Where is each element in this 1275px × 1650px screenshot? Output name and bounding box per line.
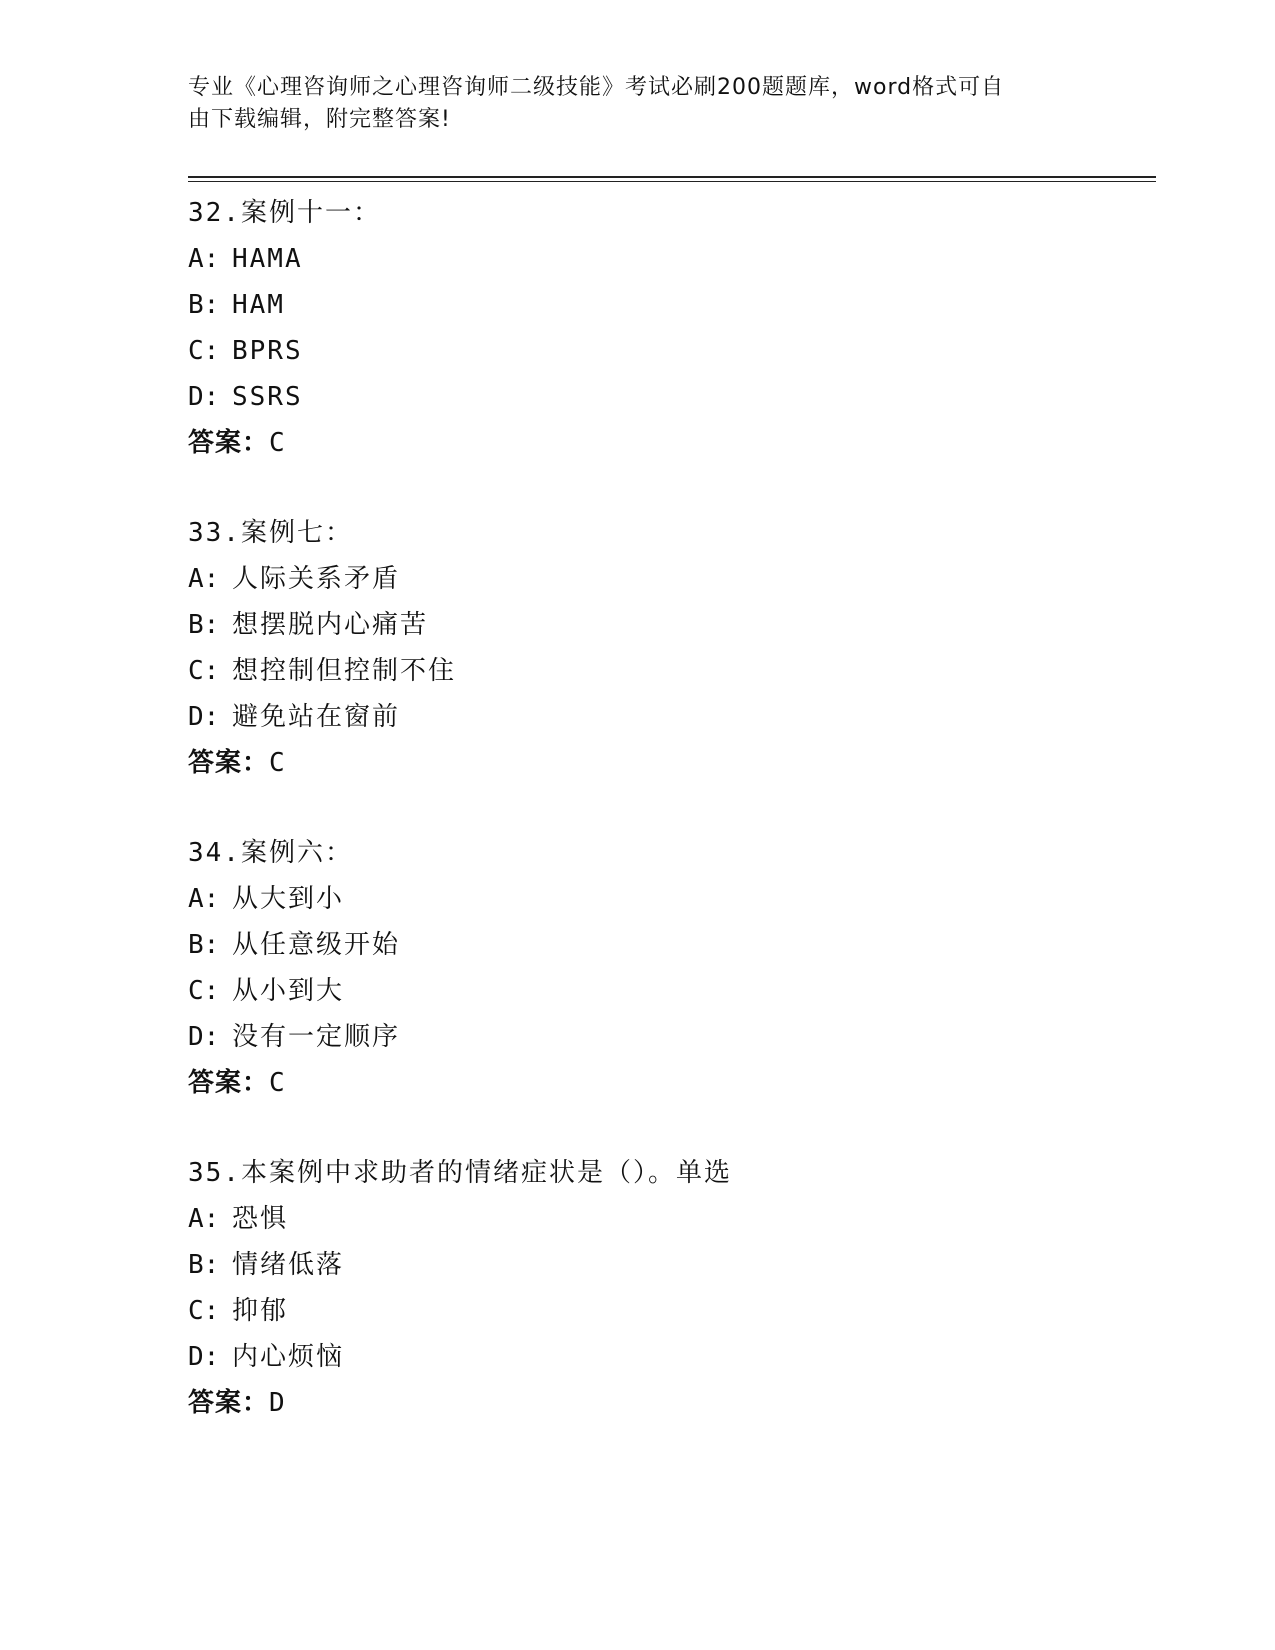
option-text: 从任意级开始 bbox=[232, 930, 401, 960]
option-letter: C: bbox=[188, 976, 220, 1006]
option-letter: D: bbox=[188, 382, 220, 412]
answer-value: C bbox=[269, 748, 286, 778]
option-letter: A: bbox=[188, 564, 220, 594]
question-list bbox=[188, 190, 1148, 1470]
option-text: 没有一定顺序 bbox=[232, 1022, 401, 1052]
option-letter: B: bbox=[188, 1250, 220, 1280]
question-33 bbox=[188, 510, 1148, 786]
option-c bbox=[188, 328, 1148, 374]
question-34 bbox=[188, 830, 1148, 1106]
option-text: 内心烦恼 bbox=[232, 1342, 345, 1372]
option-a bbox=[188, 1196, 1148, 1242]
option-text: 想控制但控制不住 bbox=[232, 656, 457, 686]
option-letter: B: bbox=[188, 930, 220, 960]
option-text: 想摆脱内心痛苦 bbox=[232, 610, 429, 640]
answer-line bbox=[188, 1380, 1148, 1426]
option-d bbox=[188, 1334, 1148, 1380]
option-text: 情绪低落 bbox=[232, 1250, 345, 1280]
question-stem: 32.案例十一： bbox=[188, 198, 381, 228]
option-a bbox=[188, 556, 1148, 602]
question-stem: 33.案例七： bbox=[188, 518, 353, 548]
option-b bbox=[188, 602, 1148, 648]
option-text: BPRS bbox=[232, 336, 303, 366]
option-text: 避免站在窗前 bbox=[232, 702, 401, 732]
option-letter: D: bbox=[188, 1342, 220, 1372]
header-line-2: 由下载编辑，附完整答案! bbox=[188, 107, 451, 132]
option-letter: B: bbox=[188, 290, 220, 320]
document-header bbox=[188, 72, 1068, 136]
option-letter: A: bbox=[188, 1204, 220, 1234]
option-d bbox=[188, 374, 1148, 420]
option-text: 从大到小 bbox=[232, 884, 345, 914]
option-b bbox=[188, 282, 1148, 328]
option-letter: D: bbox=[188, 1022, 220, 1052]
question-35 bbox=[188, 1150, 1148, 1426]
question-32 bbox=[188, 190, 1148, 466]
option-text: 抑郁 bbox=[232, 1296, 289, 1326]
answer-line bbox=[188, 740, 1148, 786]
option-text: HAM bbox=[232, 290, 285, 320]
answer-label: 答案： bbox=[188, 748, 270, 778]
option-b bbox=[188, 1242, 1148, 1288]
option-c bbox=[188, 1288, 1148, 1334]
option-letter: C: bbox=[188, 1296, 220, 1326]
option-letter: A: bbox=[188, 884, 220, 914]
answer-value: C bbox=[269, 428, 286, 458]
option-letter: C: bbox=[188, 656, 220, 686]
option-a bbox=[188, 876, 1148, 922]
header-line-1: 专业《心理咨询师之心理咨询师二级技能》考试必刷200题题库，word格式可自 bbox=[188, 75, 1005, 100]
answer-label: 答案： bbox=[188, 1068, 270, 1098]
answer-value: D bbox=[269, 1388, 286, 1418]
option-letter: B: bbox=[188, 610, 220, 640]
option-d bbox=[188, 694, 1148, 740]
option-c bbox=[188, 968, 1148, 1014]
option-text: 人际关系矛盾 bbox=[232, 564, 401, 594]
option-a bbox=[188, 236, 1148, 282]
question-stem: 34.案例六： bbox=[188, 838, 353, 868]
answer-line bbox=[188, 1060, 1148, 1106]
header-divider-thin bbox=[188, 181, 1156, 182]
option-letter: A: bbox=[188, 244, 220, 274]
option-letter: C: bbox=[188, 336, 220, 366]
question-stem: 35.本案例中求助者的情绪症状是（）。单选 bbox=[188, 1158, 732, 1188]
answer-line bbox=[188, 420, 1148, 466]
option-text: 恐惧 bbox=[232, 1204, 289, 1234]
option-letter: D: bbox=[188, 702, 220, 732]
option-text: 从小到大 bbox=[232, 976, 345, 1006]
answer-label: 答案： bbox=[188, 1388, 270, 1418]
answer-label: 答案： bbox=[188, 428, 270, 458]
option-b bbox=[188, 922, 1148, 968]
option-d bbox=[188, 1014, 1148, 1060]
option-text: SSRS bbox=[232, 382, 303, 412]
option-text: HAMA bbox=[232, 244, 303, 274]
option-c bbox=[188, 648, 1148, 694]
header-divider-thick bbox=[188, 176, 1156, 178]
answer-value: C bbox=[269, 1068, 286, 1098]
